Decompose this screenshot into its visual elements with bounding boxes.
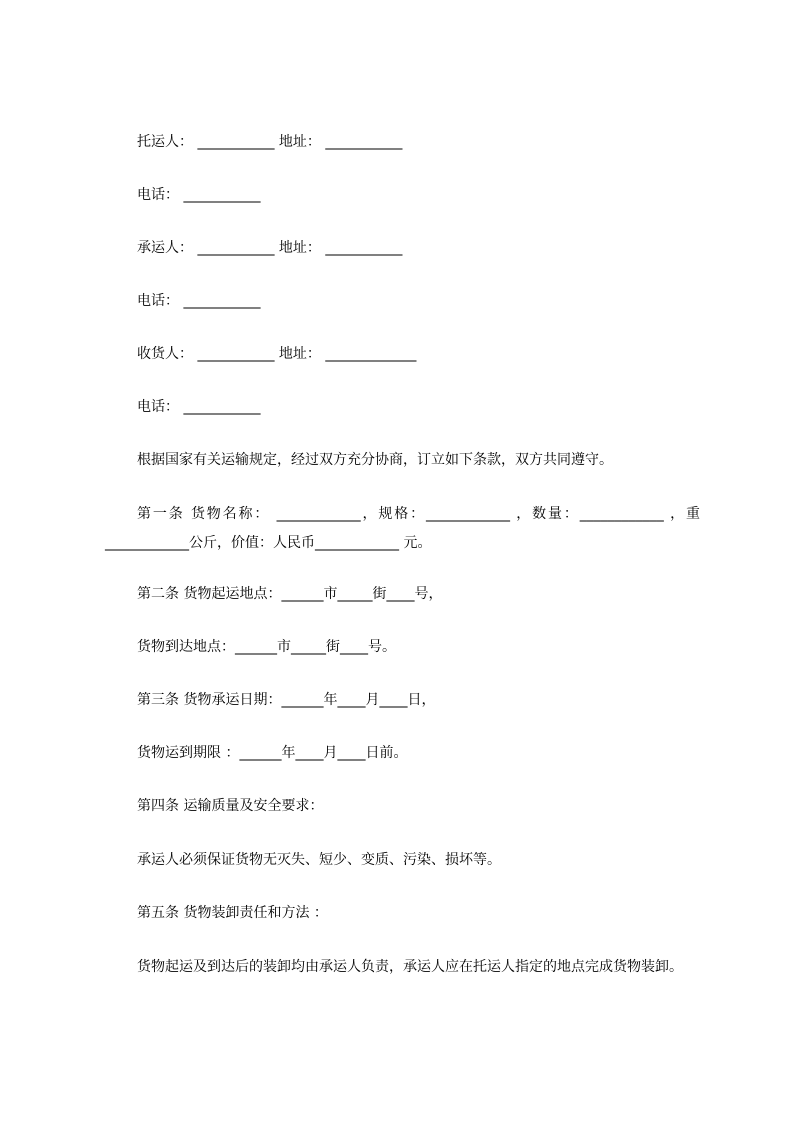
shipper-phone-line: 电话： ___________: [137, 187, 261, 203]
article-5-title: 第五条 货物装卸责任和方法 ：: [137, 905, 328, 921]
article-3-ship-date: 第三条 货物承运日期：______年____月____日，: [137, 692, 436, 708]
article-2-destination: 货物到达地点：______市_____街____号。: [137, 639, 396, 655]
article-4-body: 承运人必须保证货物无灭失、短少、变质、污染、损坏等。: [137, 852, 501, 868]
article-3-deadline: 货物运到期限 ：______年____月____日前。: [137, 745, 408, 761]
preamble-line: 根据国家有关运输规定，经过双方充分协商，订立如下条款，双方共同遵守。: [137, 452, 613, 468]
shipper-line: 托运人： ___________ 地址： ___________: [137, 134, 403, 150]
article-4-title: 第四条 运输质量及安全要求：: [137, 798, 324, 814]
article-2-origin: 第二条 货物起运地点：______市_____街____号，: [137, 586, 443, 602]
consignee-line: 收货人： ___________ 地址： _____________: [137, 346, 417, 362]
carrier-line: 承运人： ___________ 地址： ___________: [137, 240, 403, 256]
consignee-phone-line: 电话： ___________: [137, 399, 261, 415]
article-5-body: 货物起运及到达后的装卸均由承运人负责，承运人应在托运人指定的地点完成货物装卸。: [137, 959, 683, 975]
article-1-goods: 第一条 货物名称： ____________，规格：____________ ，数量：____________ ，重 ____________公斤，价值：人民币____________ 元。: [105, 506, 700, 551]
carrier-phone-line: 电话： ___________: [137, 293, 261, 309]
